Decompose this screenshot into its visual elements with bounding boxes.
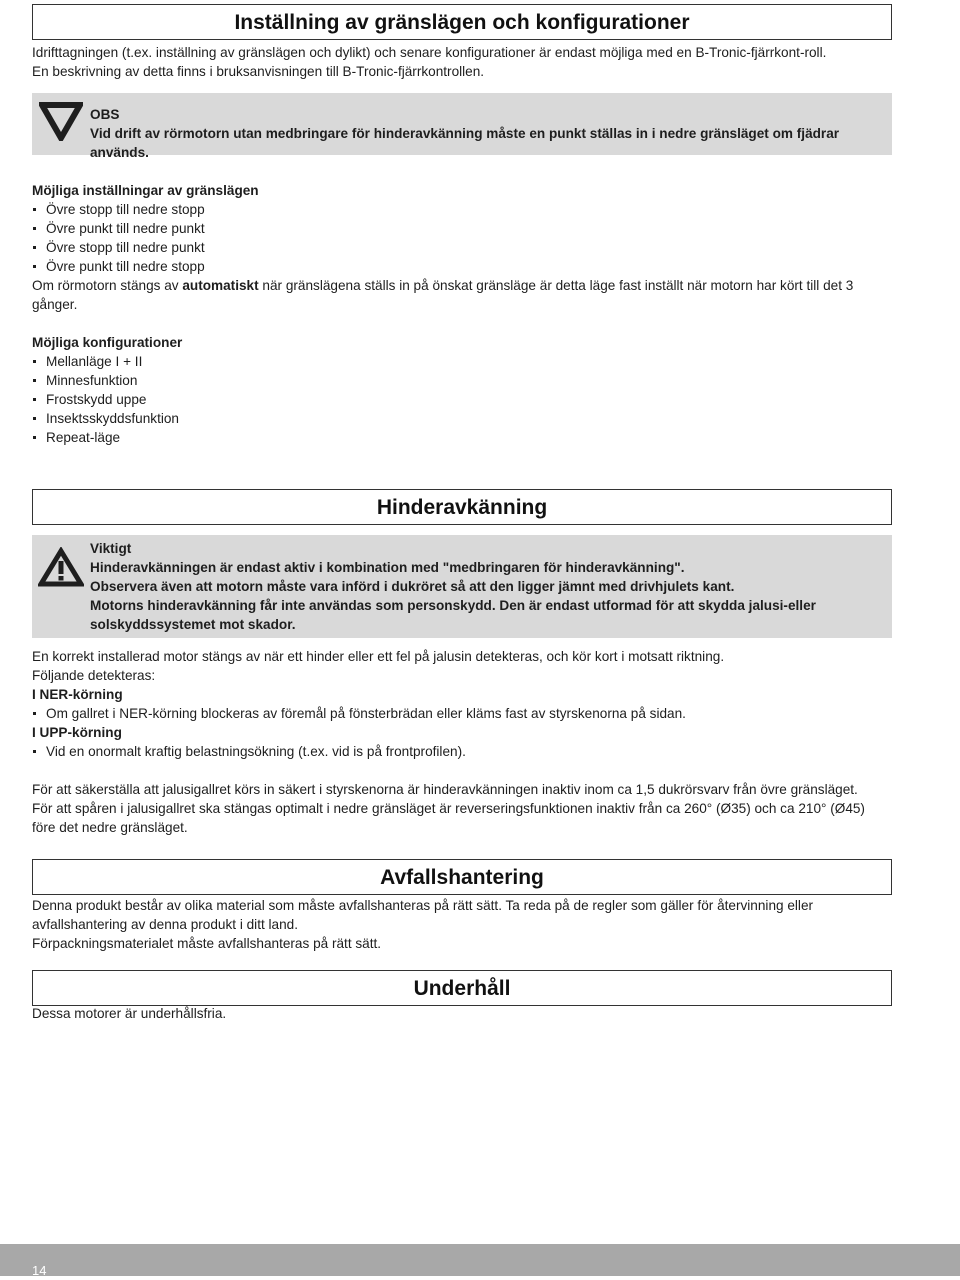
warning-triangle-icon (32, 539, 90, 587)
auto-pre: Om rörmotorn stängs av (32, 278, 183, 293)
upp-heading: I UPP-körning (32, 725, 122, 740)
list-item: Om gallret i NER-körning blockeras av föremål på fönsterbrädan eller kläms fast av styrskenorna på sidan. (32, 704, 892, 723)
section-title-obstacle (32, 489, 892, 525)
waste-p1: Denna produkt består av olika material som måste avfallshanteras på rätt sätt. Ta reda på de regler som gäller för återvinning eller avfallshantering av denna produkt i ditt land. (32, 898, 814, 932)
maintenance-p1: Dessa motorer är underhållsfria. (32, 1006, 227, 1021)
obs-notice (32, 93, 892, 160)
page-number: 14 (32, 1263, 47, 1278)
obstacle-p3: För att säkerställa att jalusigallret körs in säkert i styrskenorna är hinderavkänningen inaktiv inom ca 1,5 dukrörsvarv från övre gränsläget. (32, 782, 858, 797)
upp-list (32, 742, 892, 761)
footer-bar (0, 1244, 960, 1276)
list-item: Övre punkt till nedre punkt (32, 219, 892, 238)
list-item: Vid en onormalt kraftig belastningsökning (t.ex. vid is på frontprofilen). (32, 742, 892, 761)
config-heading: Möjliga konfigurationer (32, 335, 183, 350)
settings-list (32, 200, 892, 276)
limits-intro-2: En beskrivning av detta finns i bruksanvisningen till B-Tronic-fjärrkontrollen. (32, 64, 485, 79)
section-title-maintenance (32, 970, 892, 1006)
warning-line-3: Motorns hinderavkänning får inte användas som personskydd. Den är endast utformad för att skydda jalusi-eller solskyddssystemet mot skador. (90, 598, 816, 632)
warning-line-2: Observera även att motorn måste vara införd i dukröret så att den ligger jämnt med drivhjulets kant. (90, 579, 735, 594)
list-item: Övre stopp till nedre punkt (32, 238, 892, 257)
obstacle-p2: Följande detekteras: (32, 668, 156, 683)
section-title-limits (32, 4, 892, 40)
list-item: Mellanläge I + II (32, 352, 892, 371)
list-item: Minnesfunktion (32, 371, 892, 390)
ner-heading: I NER-körning (32, 687, 123, 702)
auto-paragraph (32, 276, 892, 314)
list-item: Insektsskyddsfunktion (32, 409, 892, 428)
list-item: Frostskydd uppe (32, 390, 892, 409)
list-item: Övre punkt till nedre stopp (32, 257, 892, 276)
waste-p2: Förpackningsmaterialet måste avfallshanteras på rätt sätt. (32, 936, 382, 951)
obs-label: OBS (90, 107, 120, 122)
section-title-limits-text: Inställning av gränslägen och konfigurationer (234, 10, 690, 34)
obstacle-p1: En korrekt installerad motor stängs av när ett hinder eller ett fel på jalusin detekteras, och kör kort i motsatt riktning. (32, 649, 725, 664)
warning-line-1: Hinderavkänningen är endast aktiv i kombination med "medbringaren för hinderavkänning". (90, 560, 685, 575)
warning-notice (32, 535, 892, 638)
section-title-waste-text: Avfallshantering (380, 865, 544, 889)
down-triangle-icon (32, 101, 90, 141)
limits-intro-1: Idrifttagningen (t.ex. inställning av gränslägen och dylikt) och senare konfigurationer är endast möjliga med en B-Tronic-fjärrkont-roll. (32, 45, 827, 60)
section-title-waste (32, 859, 892, 895)
obstacle-p4: För att spåren i jalusigallret ska stängas optimalt i nedre gränsläget är reverseringsfunktionen inaktiv från ca 260° (Ø35) och ca 210° (Ø45) före det nedre gränsläget. (32, 801, 865, 835)
config-list (32, 352, 892, 447)
section-title-obstacle-text: Hinderavkänning (376, 495, 548, 519)
settings-heading: Möjliga inställningar av gränslägen (32, 183, 259, 198)
section-title-maintenance-text: Underhåll (413, 976, 511, 1000)
list-item: Övre stopp till nedre stopp (32, 200, 892, 219)
page-content (32, 0, 892, 1023)
auto-bold: automatiskt (182, 278, 259, 293)
warning-label: Viktigt (90, 541, 132, 556)
list-item: Repeat-läge (32, 428, 892, 447)
ner-list (32, 704, 892, 723)
obs-text: Vid drift av rörmotorn utan medbringare för hinderavkänning måste en punkt ställas in i nedre gränsläget om fjädrar används. (90, 126, 840, 160)
auto-post: när gränslägena ställs in på önskat gränsläge är detta läge fast inställt när motorn har kört till det 3 gånger. (32, 278, 854, 312)
